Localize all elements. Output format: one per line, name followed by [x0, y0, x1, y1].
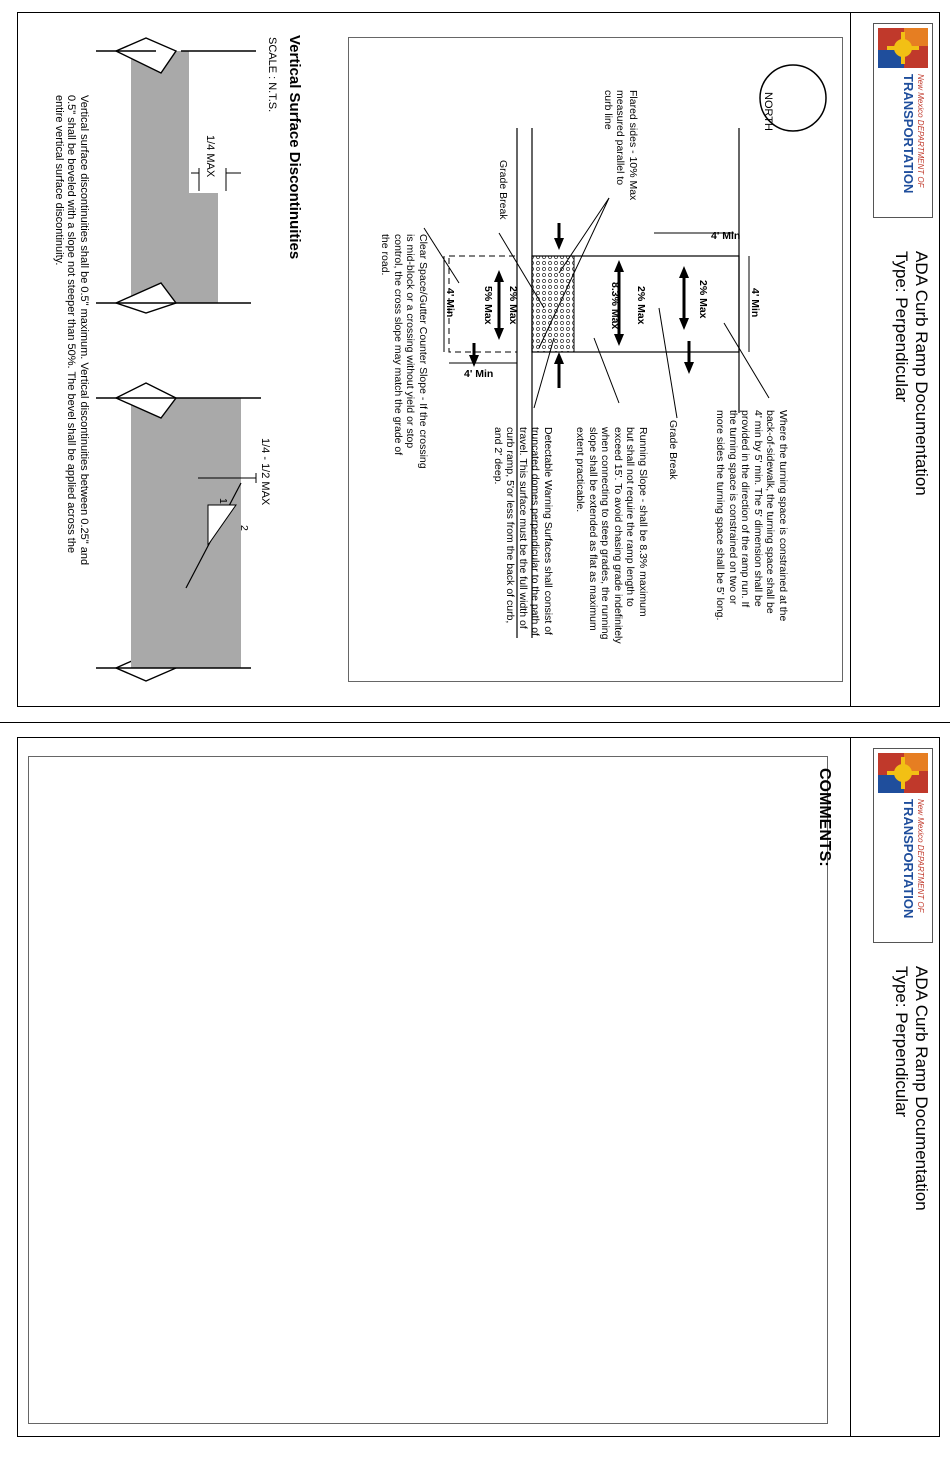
- vsd-description: Vertical surface discontinuities shall be 0.5" maximum. Vertical discontinuities between 0.25" and 0.5" shall be beveled with a slope not steeper than 50%. The bevel shall be applied across the entire vertical surface discontinuity.: [53, 95, 90, 566]
- svg-text:TRANSPORTATION: TRANSPORTATION: [901, 74, 916, 194]
- svg-text:New Mexico DEPARTMENT OF: New Mexico DEPARTMENT OF: [916, 74, 925, 188]
- note-detectable-warning: Detectable Warning Surfaces shall consist of truncated domes perpendicular to the path of travel. This surface must be the full width of curb ramp, 5'or less from the back of curb, and 2' deep.: [492, 427, 554, 636]
- comments-label: COMMENTS:: [816, 768, 833, 867]
- drawing-sheet: [17, 12, 940, 707]
- note-grade-break-left: Grade Break: [497, 160, 509, 220]
- ramp-plan-frame: [348, 37, 843, 682]
- dim-8-3-max: 8.3% Max: [609, 282, 621, 330]
- vsd-quarter-max: 1/4 MAX: [204, 135, 216, 178]
- nmdot-logo: [873, 23, 933, 218]
- vsd-ratio-2: 2: [238, 525, 250, 531]
- title-block-2: [850, 738, 939, 1436]
- dim-4-min-bottom: 4' Min: [464, 368, 494, 380]
- nmdot-logo-2: [873, 748, 933, 943]
- dim-4-min-right: 4' Min: [749, 288, 761, 318]
- vsd-diagrams: [96, 13, 296, 693]
- note-turning-space: Where the turning space is constrained at the back-of-sidewalk, the turning space shall be 4' min by 5' min. The 5' dimension shall be provided in the direction of the ramp run. If the turning space is constrained on two or more sides the turning space shall be 5' long.: [714, 410, 789, 622]
- dim-2-max-c: 2% Max: [507, 286, 519, 325]
- comments-sheet: [17, 737, 940, 1437]
- title-block: [850, 13, 939, 706]
- north-label: NORTH: [762, 92, 774, 131]
- note-grade-break-right: Grade Break: [667, 420, 679, 480]
- svg-text:New Mexico DEPARTMENT OF: New Mexico DEPARTMENT OF: [916, 799, 925, 913]
- dim-4-min-left: 4' Min: [444, 288, 456, 318]
- comments-area[interactable]: [28, 756, 828, 1424]
- svg-text:TRANSPORTATION: TRANSPORTATION: [901, 799, 916, 919]
- note-clear-space: Clear Space/Gutter Counter Slope - If the crossing is mid-block or a crossing without yield or stop control, the cross slope may match the grade of the road.: [379, 234, 429, 469]
- sheet-title-2: ADA Curb Ramp Documentation: [912, 966, 931, 1211]
- sheet-type: Type: Perpendicular: [892, 251, 911, 403]
- dim-5-max: 5% Max: [482, 286, 494, 325]
- dim-4-min-top: 4' Min: [711, 230, 741, 242]
- note-running-slope: Running Slope - shall be 8.3% maximum but shall not require the ramp length to exceed 15'. To avoid chasing grade indefinitely when connecting to steep grades, the running slope shall be extended as flat as maximum extent practicable.: [574, 427, 649, 644]
- vsd-range-max: 1/4 - 1/2 MAX: [259, 438, 271, 506]
- vsd-heading: Vertical Surface Discontinuities: [286, 35, 303, 260]
- vsd-scale: SCALE : N.T.S.: [266, 37, 278, 113]
- sheet-title: ADA Curb Ramp Documentation: [912, 251, 931, 496]
- dim-2-max-b: 2% Max: [635, 286, 647, 325]
- sheet-type-2: Type: Perpendicular: [892, 966, 911, 1118]
- dim-2-max-a: 2% Max: [697, 280, 709, 319]
- note-flared-sides: Flared sides - 10% Max measured parallel to curb line: [602, 90, 639, 201]
- nmdot-logo-graphic: [874, 24, 932, 217]
- nmdot-logo-graphic-2: [874, 749, 932, 942]
- page-separator: [0, 722, 950, 723]
- vsd-ratio-1: 1: [217, 498, 229, 504]
